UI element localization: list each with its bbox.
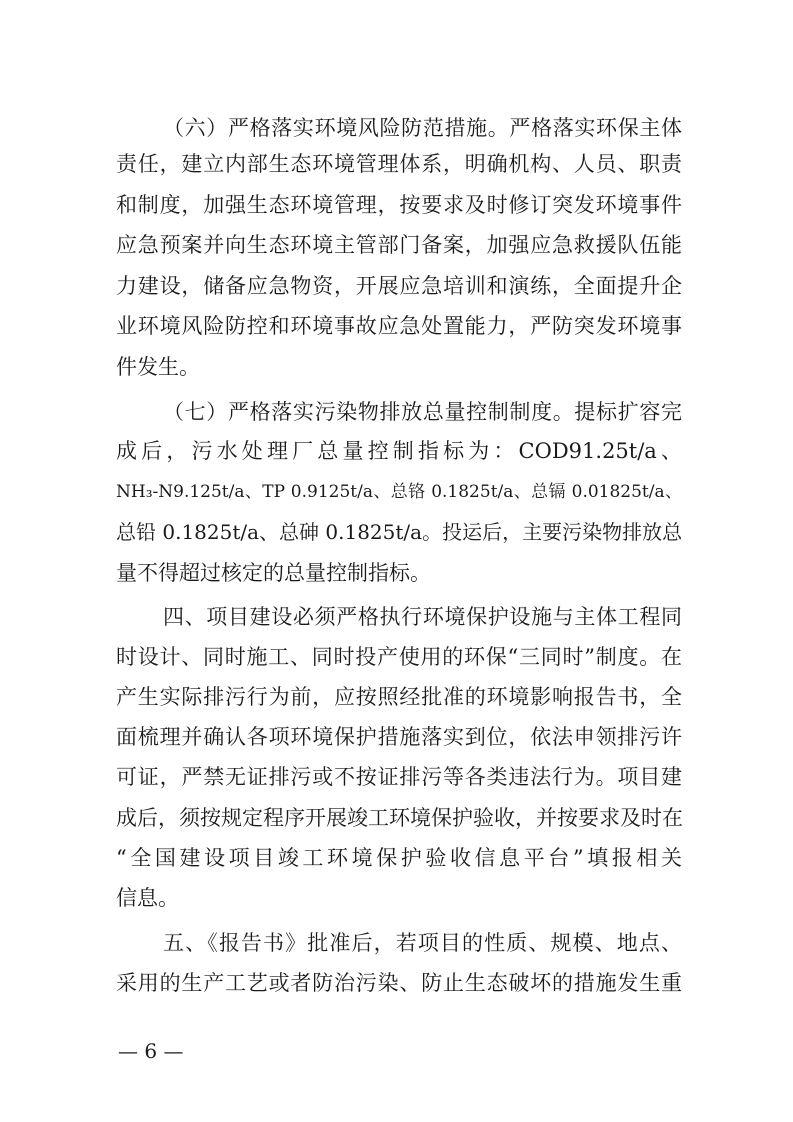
text-line: 和制度，加强生态环境管理，按要求及时修订突发环境事件 <box>116 193 682 217</box>
text-line: 业环境风险防控和环境事故应急处置能力，严防突发环境事 <box>116 314 682 338</box>
text-line: 力建设，储备应急物资，开展应急培训和演练，全面提升企 <box>116 274 682 298</box>
text-line: 成后，须按规定程序开展竣工环境保护验收，并按要求及时在 <box>116 806 683 830</box>
text-line: 产生实际排污行为前，应按照经批准的环境影响报告书，全 <box>116 685 682 709</box>
text-line: “全国建设项目竣工环境保护验收信息平台”填报相关 <box>116 846 682 870</box>
text-line: 四、项目建设必须严格执行环境保护设施与主体工程同 <box>163 605 682 629</box>
text-line: 件发生。 <box>116 355 200 379</box>
text-line: （七）严格落实污染物排放总量控制制度。提标扩容完 <box>163 400 682 424</box>
text-line: 面梳理并确认各项环境保护措施落实到位，依法申领排污许 <box>116 725 682 749</box>
text-line: 成后，污水处理厂总量控制指标为：COD91.25t/a、 <box>116 439 682 463</box>
text-line: （六）严格落实环境风险防范措施。严格落实环保主体 <box>163 116 682 140</box>
text-line: 可证，严禁无证排污或不按证排污等各类违法行为。项目建 <box>116 765 682 789</box>
text-line: 信息。 <box>116 886 179 910</box>
text-line: 责任，建立内部生态环境管理体系，明确机构、人员、职责 <box>116 152 682 176</box>
text-line: 应急预案并向生态环境主管部门备案，加强应急救援队伍能 <box>116 233 682 257</box>
page-number: — 6 — <box>118 1039 184 1063</box>
text-line: 时设计、同时施工、同时投产使用的环保“三同时”制度。在 <box>116 645 682 669</box>
text-line: NH₃-N9.125t/a、TP 0.9125t/a、总铬 0.1825t/a、总镉 0.01825t/a、 <box>116 482 682 502</box>
text-line: 总铅 0.1825t/a、总砷 0.1825t/a。投运后，主要污染物排放总 <box>116 520 683 544</box>
text-line: 五、《报告书》批准后，若项目的性质、规模、地点、 <box>163 931 682 955</box>
text-line: 量不得超过核定的总量控制指标。 <box>116 561 431 585</box>
text-line: 采用的生产工艺或者防治污染、防止生态破坏的措施发生重 <box>116 971 682 995</box>
